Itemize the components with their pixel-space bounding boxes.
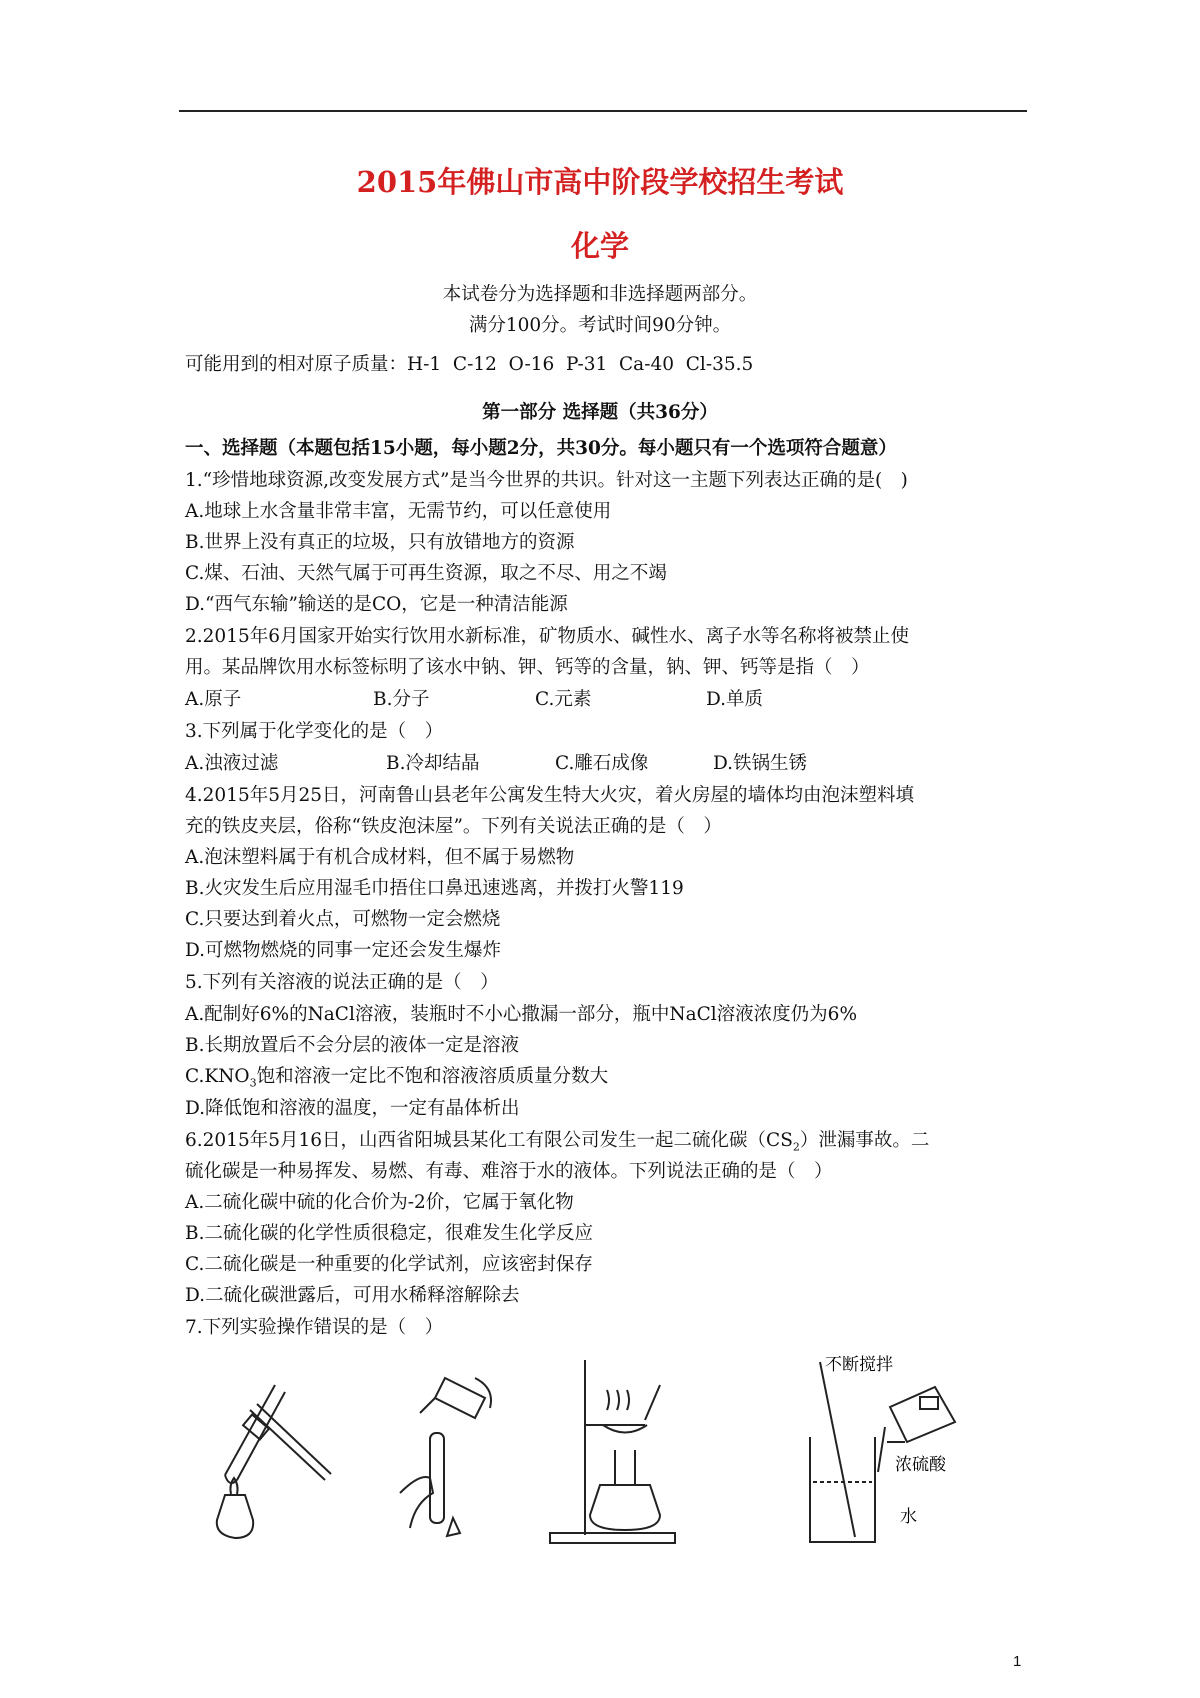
q2-option-d: D.单质 [706, 689, 764, 710]
label-concentrated-acid: 浓硫酸 [895, 1455, 946, 1475]
heating-test-tube-figure [195, 1370, 335, 1550]
q6-stem-text-rest: ）泄漏事故。二 [799, 1130, 930, 1151]
q2-option-a: A.原子 [185, 689, 242, 710]
q3-option-d: D.铁锅生锈 [713, 753, 808, 774]
q6-stem-subscript: 2 [792, 1140, 800, 1154]
page-number: 1 [1013, 1653, 1022, 1670]
q2-option-b: B.分子 [373, 689, 430, 710]
q6-stem-line-2: 硫化碳是一种易挥发、易燃、有毒、难溶于水的液体。下列说法正确的是（ ） [185, 1161, 833, 1182]
q5-option-b: B.长期放置后不会分层的液体一定是溶液 [185, 1035, 519, 1056]
label-stir: 不断搅拌 [825, 1355, 893, 1375]
section-heading: 一、选择题（本题包括15小题，每小题2分，共30分。每小题只有一个选项符合题意） [185, 438, 897, 459]
q4-stem-line-1: 4.2015年5月25日，河南鲁山县老年公寓发生特大火灾，着火房屋的墙体均由泡沫塑料填 [185, 785, 915, 806]
q4-option-c: C.只要达到着火点，可燃物一定会燃烧 [185, 909, 501, 930]
q1-option-c: C.煤、石油、天然气属于可再生资源，取之不尽、用之不竭 [185, 563, 667, 584]
pouring-liquid-figure [375, 1368, 510, 1548]
q2-stem-line-1: 2.2015年6月国家开始实行饮用水新标准，矿物质水、碱性水、离子水等名称将被禁止使 [185, 626, 910, 647]
q6-option-c: C.二硫化碳是一种重要的化学试剂，应该密封保存 [185, 1254, 593, 1275]
subject-title: 化学 [570, 229, 629, 263]
label-water: 水 [900, 1507, 917, 1527]
q6-option-b: B.二硫化碳的化学性质很稳定，很难发生化学反应 [185, 1223, 593, 1244]
dilute-acid-figure [795, 1352, 990, 1552]
q2-option-c: C.元素 [535, 689, 592, 710]
q5-option-d: D.降低饱和溶液的温度，一定有晶体析出 [185, 1098, 520, 1119]
q5-option-c-subscript: 3 [249, 1076, 257, 1090]
q4-option-a: A.泡沫塑料属于有机合成材料，但不属于易燃物 [185, 847, 575, 868]
q2-stem-line-2: 用。某品牌饮用水标签标明了该水中钠、钾、钙等的含量，钠、钾、钙等是指（ ） [185, 657, 870, 678]
q6-stem-text: 6.2015年5月16日，山西省阳城县某化工有限公司发生一起二硫化碳（CS [185, 1130, 793, 1151]
q5-option-a: A.配制好6%的NaCl溶液，装瓶时不小心撒漏一部分，瓶中NaCl溶液浓度仍为6% [185, 1004, 858, 1025]
q5-stem: 5.下列有关溶液的说法正确的是（ ） [185, 972, 499, 993]
part-heading: 第一部分 选择题（共36分） [482, 402, 718, 423]
q1-option-d: D.“西气东输”输送的是CO，它是一种清洁能源 [185, 594, 568, 615]
q1-stem: 1.“珍惜地球资源,改变发展方式”是当今世界的共识。针对这一主题下列表达正确的是( ) [185, 470, 908, 491]
q3-stem: 3.下列属于化学变化的是（ ） [185, 721, 444, 742]
evaporation-figure [545, 1355, 685, 1550]
q6-option-d: D.二硫化碳泄露后，可用水稀释溶解除去 [185, 1285, 520, 1306]
q3-option-a: A.浊液过滤 [185, 753, 279, 774]
q4-stem-line-2: 充的铁皮夹层，俗称“铁皮泡沫屋”。下列有关说法正确的是（ ） [185, 816, 722, 837]
atomic-masses: 可能用到的相对原子质量：H-1 C-12 O-16 P-31 Ca-40 Cl-35.5 [185, 354, 754, 375]
q1-option-a: A.地球上水含量非常丰富，无需节约，可以任意使用 [185, 501, 612, 522]
q5-option-c-text: C.KNO [185, 1066, 250, 1087]
header-rule [179, 110, 1027, 112]
q4-option-b: B.火灾发生后应用湿毛巾捂住口鼻迅速逃离，并拨打火警119 [185, 878, 684, 899]
q6-option-a: A.二硫化碳中硫的化合价为-2价，它属于氧化物 [185, 1192, 574, 1213]
q3-option-c: C.雕石成像 [555, 753, 649, 774]
q7-stem: 7.下列实验操作错误的是（ ） [185, 1317, 444, 1338]
q5-option-c [185, 1062, 608, 1090]
q6-stem-line-1 [185, 1126, 929, 1154]
intro-line-1: 本试卷分为选择题和非选择题两部分。 [442, 284, 758, 305]
exam-title: 2015年佛山市高中阶段学校招生考试 [356, 165, 844, 199]
intro-line-2: 满分100分。考试时间90分钟。 [468, 315, 732, 336]
q3-option-b: B.冷却结晶 [386, 753, 480, 774]
q5-option-c-text-rest: 饱和溶液一定比不饱和溶液溶质质量分数大 [256, 1066, 609, 1087]
q4-option-d: D.可燃物燃烧的同事一定还会发生爆炸 [185, 940, 502, 961]
q1-option-b: B.世界上没有真正的垃圾，只有放错地方的资源 [185, 532, 575, 553]
